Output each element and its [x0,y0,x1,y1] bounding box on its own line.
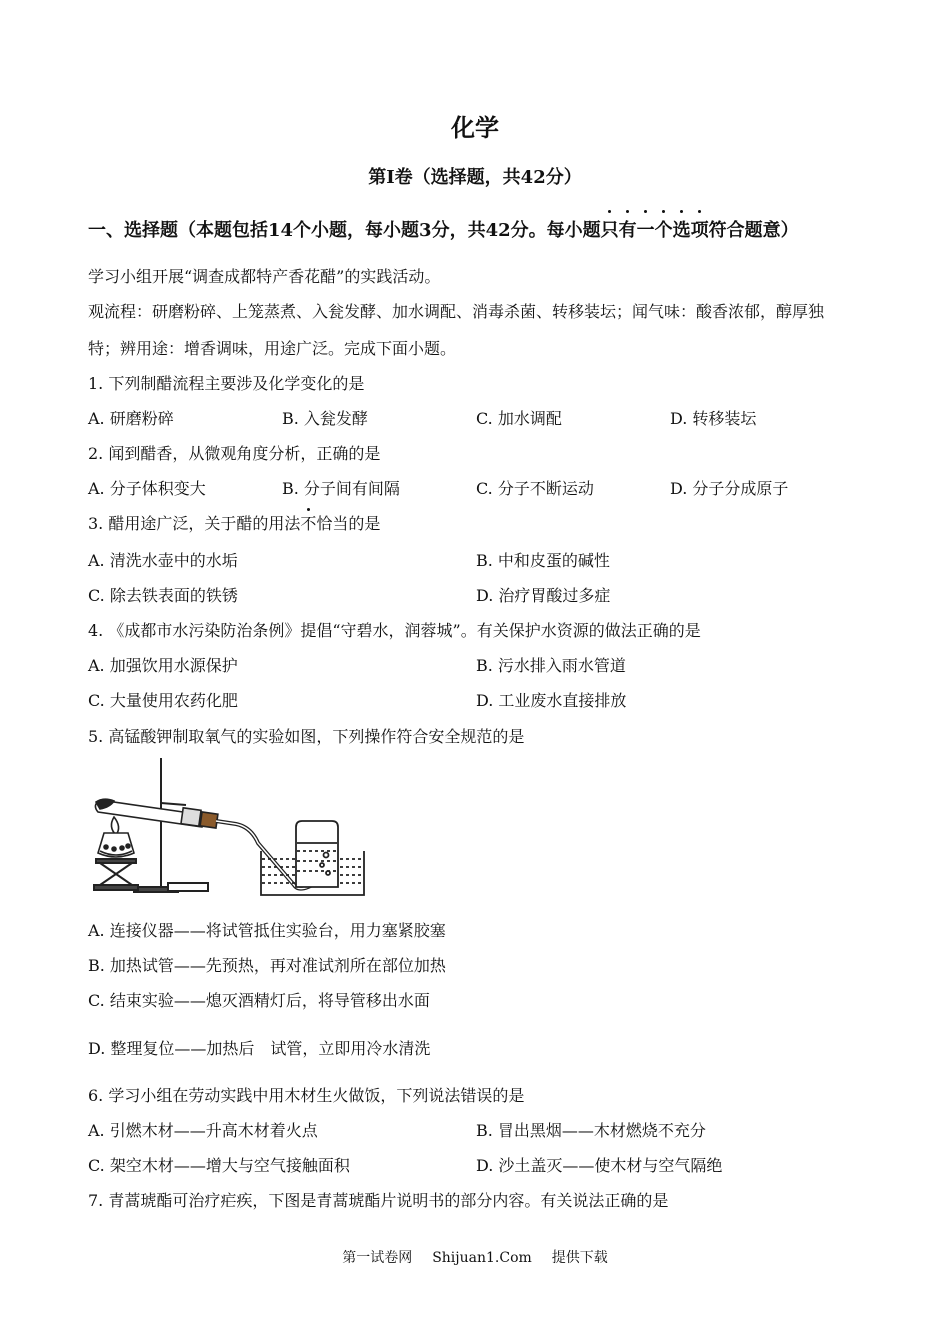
q2-option-b: B. 分子间有间隔 [282,479,400,498]
emphasis-char: 个 [655,216,673,242]
q4-option-b: B. 污水排入雨水管道 [476,656,626,675]
q2-option-d: D. 分子分成原子 [670,479,789,498]
q6-option-d: D. 沙土盖灭——使木材与空气隔绝 [476,1156,723,1175]
question-3-stem [88,514,380,534]
q2-option-c: C. 分子不断运动 [476,479,594,498]
emphasis-char: 不 [300,514,317,533]
question-7-stem: 7. 青蒿琥酯可治疗疟疾，下图是青蒿琥酯片说明书的部分内容。有关说法正确的是 [88,1191,669,1210]
emphasis-char: 只 [601,216,619,242]
q1-option-c: C. 加水调配 [476,409,562,428]
emphasis-char: 项 [691,216,709,242]
q4-option-a: A. 加强饮用水源保护 [88,656,238,675]
part-heading: 第Ⅰ卷（选择题，共42分） [368,167,582,188]
q5-option-b: B. 加热试管——先预热，再对准试剂所在部位加热 [88,956,446,975]
emphasis-char: 有 [619,216,637,242]
q3-option-c: C. 除去铁表面的铁锈 [88,586,238,605]
intro-line: 学习小组开展“调查成都特产香花醋”的实践活动。 [88,267,441,286]
alcohol-lamp [98,817,134,857]
section-heading-end: 符合题意） [708,220,799,241]
intro-line: 观流程：研磨粉碎、上笼蒸煮、入瓮发酵、加水调配、消毒杀菌、转移装坛；闻气味：酸香浓郁，醇厚独 [88,302,825,321]
question-4-stem: 4. 《成都市水污染防治条例》提倡“守碧水，润蓉城”。有关保护水资源的做法正确的是 [88,621,701,640]
section-heading-start: 一、选择题（本题包括14个小题，每小题3分，共42分。每小题 [88,220,601,241]
q3-stem-start: 3. 醋用途广泛，关于醋的用法 [88,514,301,533]
emphasis-char: 一 [637,216,655,242]
q4-option-d: D. 工业废水直接排放 [476,691,627,710]
oxygen-apparatus-figure [86,755,376,900]
collecting-bottle [296,821,338,887]
intro-line: 特；辨用途：增香调味，用途广泛。完成下面小题。 [88,339,457,358]
q5-option-a: A. 连接仪器——将试管抵住实验台，用力塞紧胶塞 [88,921,446,940]
question-5-stem: 5. 高锰酸钾制取氧气的实验如图，下列操作符合安全规范的是 [88,727,525,746]
q3-stem-end: 恰当的是 [316,514,381,533]
q5-option-c: C. 结束实验——熄灭酒精灯后，将导管移出水面 [88,991,430,1010]
footer-site-name: 第一试卷网 [342,1250,413,1266]
question-6-stem: 6. 学习小组在劳动实践中用木材生火做饭，下列说法错误的是 [88,1086,525,1105]
section-heading [88,216,799,242]
lab-jack [94,859,138,890]
q6-option-b: B. 冒出黑烟——木材燃烧不充分 [476,1121,706,1140]
q5-option-d: D. 整理复位——加热后 试管，立即用冷水清洗 [88,1039,431,1058]
page-title: 化学 [451,113,499,142]
page-footer [0,1247,950,1267]
q3-option-b: B. 中和皮蛋的碱性 [476,551,610,570]
q6-option-a: A. 引燃木材——升高木材着火点 [88,1121,318,1140]
question-1-stem: 1. 下列制醋流程主要涉及化学变化的是 [88,374,365,393]
q4-option-c: C. 大量使用农药化肥 [88,691,238,710]
q1-option-a: A. 研磨粉碎 [88,409,174,428]
q3-option-d: D. 治疗胃酸过多症 [476,586,611,605]
q3-option-a: A. 清洗水壶中的水垢 [88,551,238,570]
footer-domain: Shijuan1.Com [432,1250,532,1266]
emphasis-char: 选 [673,216,691,242]
q1-option-d: D. 转移装坛 [670,409,757,428]
question-2-stem: 2. 闻到醋香，从微观角度分析，正确的是 [88,444,381,463]
q1-option-b: B. 入瓮发酵 [282,409,368,428]
q2-option-a: A. 分子体积变大 [88,479,206,498]
q6-option-c: C. 架空木材——增大与空气接触面积 [88,1156,350,1175]
footer-note: 提供下载 [551,1250,608,1266]
